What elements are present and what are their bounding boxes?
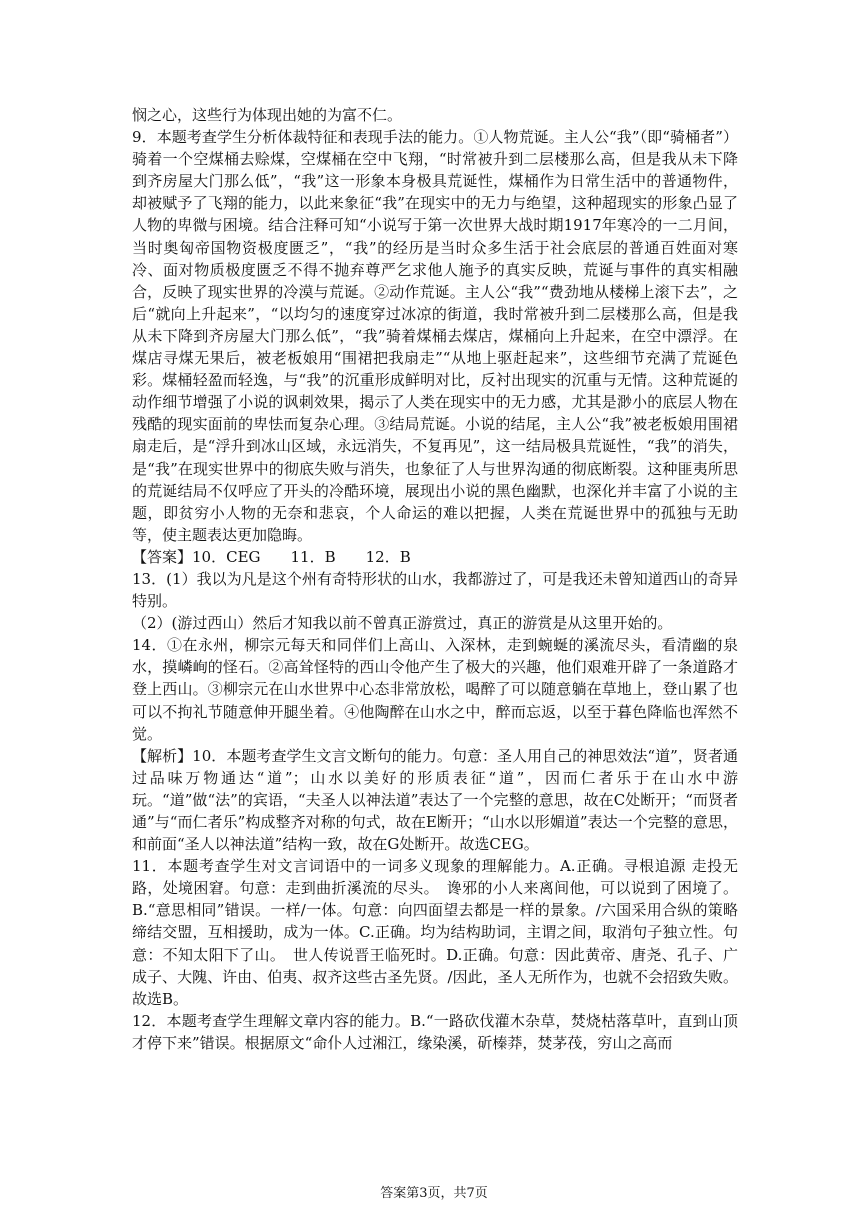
paragraph-question-13-2: （2）(游过西山）然后才知我以前不曾真正游赏过，真正的游赏是从这里开始的。 <box>132 614 673 633</box>
page-footer: 答案第3页，共7页 <box>380 1186 488 1201</box>
paragraph-analysis-11: 11．本题考查学生对文言词语中的一词多义现象的理解能力。A.正确。寻根追源 走投无路，处境困窘。句意：走到曲折溪流的尽头。 谗邪的小人来离间他，可以说到了困境了。B.“意思相同”错误。一样/一体。句意：向四面望去都是一样的景象。/六国采用合纵的策略缔结交盟，互相援助，成为一体。C.正确。均为结构助词，主谓之间，取消句子独立性。句意：不知太阳下了山。 世人传说晋王临死时。D.正确。句意：因此黄帝、唐尧、孔子、广成子、大隗、许由、伯夷、叔齐这些古圣先贤。/因此，圣人无所作为，也就不会招致失败。故选B。 <box>132 857 738 1008</box>
paragraph-analysis-12: 12．本题考查学生理解文章内容的能力。B.“一路砍伐灌木杂草，焚烧枯落草叶，直到山顶才停下来”错误。根据原文“命仆人过湘江，缘染溪，斫榛莽，焚茅茷，穷山之高而 <box>132 1011 738 1052</box>
paragraph-question-13-1: 13．(1）我以为凡是这个州有奇特形状的山水，我都游过了，可是我还未曾知道西山的奇异特别。 <box>132 569 738 611</box>
paragraph-1: 悯之心，这些行为体现出她的为富不仁。 <box>132 106 403 124</box>
paragraph-answer-10-12: 【答案】10．CEG 11．B 12．B <box>132 547 411 566</box>
paragraph-question-9: 9．本题考查学生分析体裁特征和表现手法的能力。①人物荒诞。主人公“我”（即“骑桶者”）骑着一个空煤桶去赊煤，空煤桶在空中飞翔，“时常被升到二层楼那么高，但是我从未下降到齐房屋大门那么低”，“我”这一形象本身极具荒诞性，煤桶作为日常生活中的普通物件，却被赋予了飞翔的能力，以此来象征“我”在现实中的无力与绝望，这种超现实的形象凸显了人物的卑微与困境。结合注释可知“小说写于第一次世界大战时期1917年寒冷的一二月间，当时奥匈帝国物资极度匮乏”，“我”的经历是当时众多生活于社会底层的普通百姓面对寒冷、面对物质极度匮乏不得不抛弃尊严乞求他人施予的真实反映，荒诞与事件的真实相融合，反映了现实世界的冷漠与荒诞。②动作荒诞。主人公“我”“费劲地从楼梯上滚下去”，之后“就向上升起来”，“以均匀的速度穿过冰凉的街道，我时常被升到二层楼那么高，但是我从未下降到齐房屋大门那么低”，“我”骑着煤桶去煤店，煤桶向上升起来，在空中漂浮。在煤店寻煤无果后，被老板娘用“围裙把我扇走”“从地上驱赶起来”，这些细节充满了荒诞色彩。煤桶轻盈而轻逸，与“我”的沉重形成鲜明对比，反衬出现实的沉重与无情。这种荒诞的动作细节增强了小说的讽刺效果，揭示了人类在现实中的无力感，尤其是渺小的底层人物在残酷的现实面前的卑怯而复杂心理。③结局荒诞。小说的结尾，主人公“我”被老板娘用围裙扇走后，是“浮升到冰山区域，永远消失，不复再见”，这一结局极具荒诞性，“我”的消失，是“我”在现实世界中的彻底失败与消失，也象征了人与世界沟通的彻底断裂。这种匪夷所思的荒诞结局不仅呼应了开头的冷酷环境，展现出小说的黑色幽默，也深化并丰富了小说的主题，即贫穷小人物的无奈和悲哀，个人命运的难以把握，人类在荒诞世界中的孤独与无助等，使主题表达更加隐晦。 <box>132 128 738 544</box>
paragraph-question-14: 14．①在永州，柳宗元每天和同伴们上高山、入深林，走到蜿蜒的溪流尽头，看清幽的泉水，摸嶙峋的怪石。②高耸怪特的西山令他产生了极大的兴趣，他们艰难开辟了一条道路才登上西山。③柳宗元在山水世界中心态非常放松，喝醉了可以随意躺在草地上，登山累了也可以不拘礼节随意伸开腿坐着。④他陶醉在山水之中，醉而忘返，以至于暮色降临也浑然不觉。 <box>132 636 738 743</box>
document-body <box>132 104 738 1054</box>
paragraph-analysis-10: 【解析】10．本题考查学生文言文断句的能力。句意：圣人用自己的神思效法“道”，贤者通过品味万物通达“道”；山水以美好的形质表征“道”，因而仁者乐于在山水中游玩。“道”做“法”的宾语，“夫圣人以神法道”表达了一个完整的意思，故在C处断开；“而贤者通”与“而仁者乐”构成整齐对称的句式，故在E断开；“山水以形媚道”表达一个完整的意思，和前面“圣人以神法道”结构一致，故在G处断开。故选CEG。 <box>132 746 738 854</box>
